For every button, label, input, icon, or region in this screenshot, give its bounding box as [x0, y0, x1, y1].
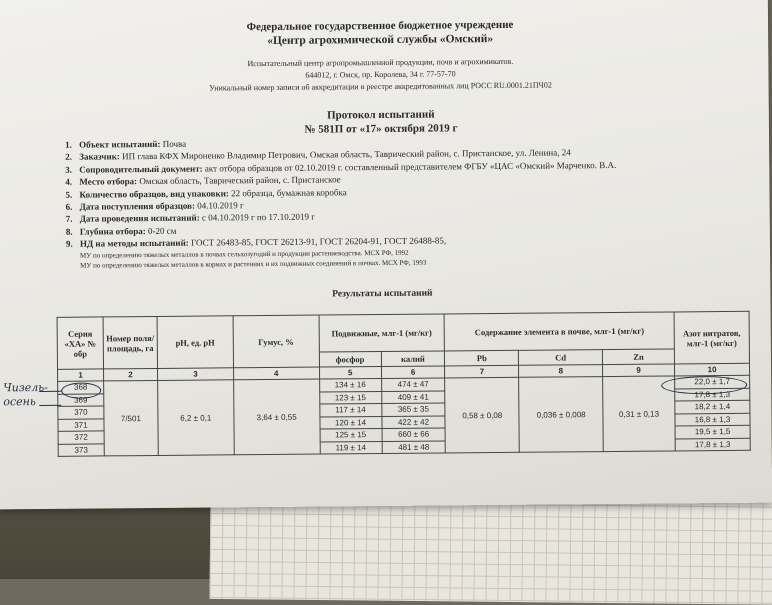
- nitrogen-value: 16,8 ± 1,3: [675, 413, 750, 426]
- header-ph: рН, ед. рН: [157, 316, 233, 369]
- protocol-number: № 581П от «17» октября 2019 г: [304, 122, 458, 136]
- header-potassium: калий: [381, 351, 445, 367]
- protocol-title: Протокол испытаний: [327, 108, 435, 122]
- info-item: 9. НД на методы испытаний: ГОСТ 26483-85, ГОСТ 26213-91, ГОСТ 26204-91, ГОСТ 26488-85,: [65, 235, 447, 250]
- info-item: 1. Объект испытаний: Почва: [65, 138, 187, 150]
- accreditation-number: Уникальный номер записи об аккредитации в реестре аккредитованных лиц РОСС RU.0001.21ПЧ02: [209, 80, 552, 93]
- phosphorus-value: 123 ± 15: [319, 391, 381, 404]
- phosphorus-value: 125 ± 15: [320, 429, 382, 442]
- lab-address: 644012, г. Омск, пр. Королева, 34 г. 77-57-70: [305, 69, 456, 80]
- info-item: 6. Дата поступления образцов: 04.10.2019 г: [65, 200, 244, 212]
- header-pb: Pb: [445, 350, 519, 366]
- nitrogen-value: 17,8 ± 1,3: [675, 388, 750, 401]
- info-item: 3. Сопроводительный документ: акт отбора образцов от 02.10.2019 г. составленный представителем ФГБУ «ЦАС «Омский» Марченко. В.А.: [65, 159, 617, 175]
- header-metals: Содержание элемента в почве, млг-1 (мг/кг): [445, 312, 675, 351]
- nitrogen-value: 18,2 ± 1,4: [675, 400, 750, 413]
- sample-id: 368: [58, 381, 104, 394]
- nd-sub-line: МУ по определению тяжелых металлов в кормах и растениях и их подвижных соединений в почвах. МСХ РФ, 1993: [80, 258, 427, 270]
- results-title: Результаты испытаний: [332, 288, 433, 300]
- zn-value: 0,31 ± 0,13: [603, 376, 676, 452]
- results-table: [57, 311, 751, 457]
- nitrogen-value: 19,5 ± 1,5: [675, 425, 750, 438]
- potassium-value: 474 ± 47: [381, 378, 445, 391]
- ph-value: 6,2 ± 0,1: [158, 380, 235, 456]
- info-item: 4. Место отбора: Омская область, Таврический район, с. Пристанское: [65, 174, 341, 187]
- phosphorus-value: 119 ± 14: [320, 441, 382, 454]
- pb-value: 0,58 ± 0,08: [445, 377, 520, 453]
- phosphorus-value: 134 ± 16: [319, 379, 381, 392]
- sample-id: 371: [58, 418, 104, 431]
- org-line2: «Центр агрохимической службы «Омский»: [267, 33, 494, 47]
- column-index-row: 1 2 3 4 5 6 7 8 9 10: [58, 363, 750, 381]
- info-item: 2. Заказчик: ИП глава КФХ Мироненко Владимир Петрович, Омская область, Таврический район, с. Пристанское, ул. Ленина, 24: [65, 147, 571, 163]
- potassium-value: 365 ± 35: [381, 403, 445, 416]
- pen-stroke: [39, 391, 61, 392]
- nitrogen-value: 22,0 ± 1,7: [675, 375, 750, 388]
- potassium-value: 660 ± 66: [382, 428, 446, 441]
- protocol-info-list: [65, 133, 756, 271]
- header-zn: Zn: [603, 349, 675, 365]
- cd-value: 0,036 ± 0,008: [519, 377, 603, 453]
- pen-stroke: [39, 405, 61, 406]
- info-item: 5. Количество образцов, вид упаковки: 22 образца, бумажная коробка: [65, 186, 347, 200]
- header-cd: Cd: [519, 350, 603, 366]
- org-line1: Федеральное государственное бюджетное учреждение: [246, 18, 514, 34]
- handwritten-note: Чизель- осень: [3, 380, 49, 409]
- sample-id: 373: [58, 443, 104, 456]
- info-item: 7. Дата проведения испытаний: с 04.10.2019 г по 17.10.2019 г: [65, 212, 315, 225]
- potassium-value: 409 ± 41: [381, 390, 445, 403]
- header-series: Серия «ХА» № обр: [57, 317, 103, 369]
- humus-value: 3,64 ± 0,55: [233, 379, 320, 455]
- nitrogen-value: 17,8 ± 1,3: [675, 438, 750, 451]
- info-item: 8. Глубина отбора: 0-20 см: [65, 225, 177, 237]
- phosphorus-value: 117 ± 14: [319, 404, 381, 417]
- header-humus: Гумус, %: [233, 315, 319, 368]
- nd-sub-line: МУ по определению тяжелых металлов в почвах сельхозугодий и продукции растениеводства. МСХ РФ, 1992: [79, 248, 409, 260]
- field-number: 7/501: [104, 380, 159, 455]
- sample-id: 369: [58, 393, 104, 406]
- header-nitrogen: Азот нитратов, млг-1 (мг/кг): [674, 311, 749, 364]
- header-mobile: Подвижные, млг-1 (мг/кг): [319, 314, 445, 352]
- sample-id: 370: [58, 406, 104, 419]
- potassium-value: 422 ± 42: [381, 415, 445, 428]
- lab-name: Испытательный центр агропромышленной продукции, почв и агрохимикатов.: [247, 56, 514, 69]
- phosphorus-value: 120 ± 14: [320, 416, 382, 429]
- header-phosphorus: фосфор: [319, 352, 381, 368]
- potassium-value: 481 ± 48: [382, 440, 446, 453]
- header-field: Номер поля/ площадь, га: [103, 316, 157, 368]
- sample-id: 372: [58, 431, 104, 444]
